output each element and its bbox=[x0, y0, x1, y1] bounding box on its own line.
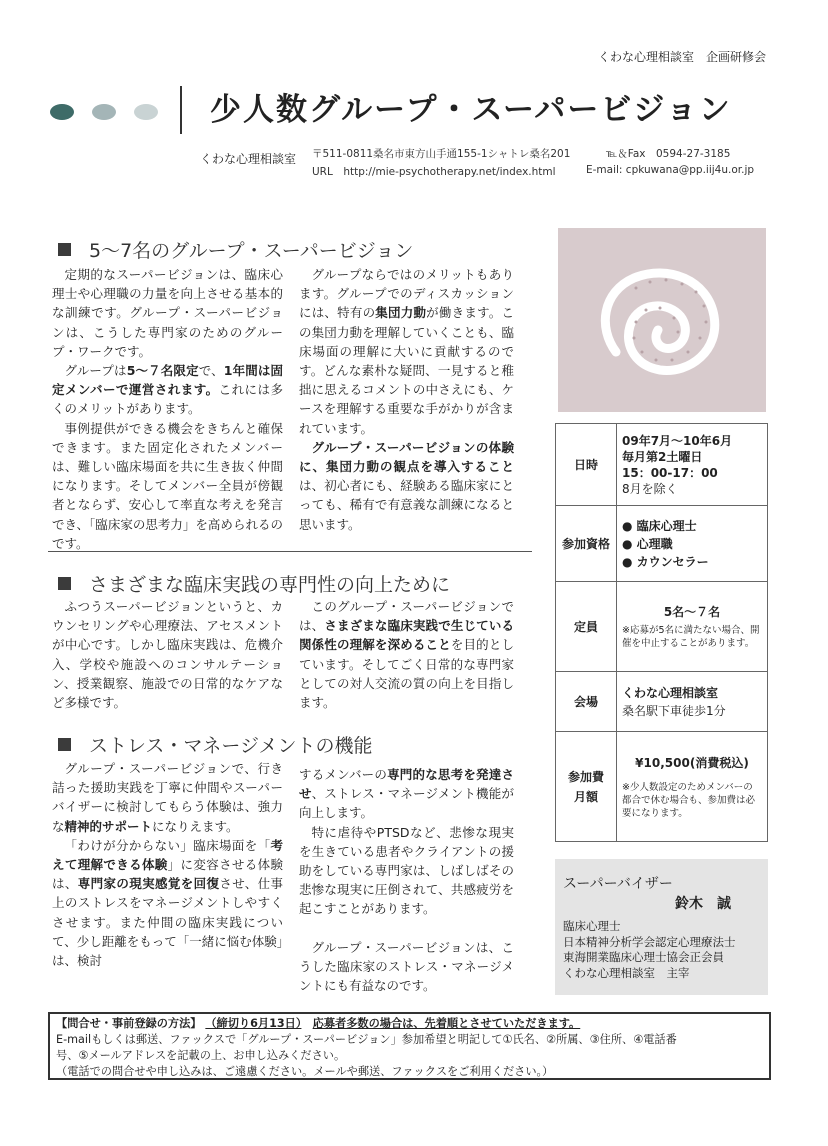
list-item: ● 心理職 bbox=[622, 536, 673, 551]
title-divider bbox=[180, 86, 182, 134]
heading-square-icon bbox=[58, 738, 71, 751]
section-divider bbox=[48, 551, 532, 552]
info-row-date: 日時 09年7月〜10年6月 毎月第2土曜日 15：00-17：00 8月を除く bbox=[556, 424, 768, 506]
event-info-table bbox=[555, 423, 768, 842]
info-row-venue: 会場 くわな心理相談室 桑名駅下車徒歩1分 bbox=[556, 672, 768, 732]
section2-right-column: このグループ・スーパービジョンでは、さまざまな臨床実践で生じている関係性の理解を深めることを目的としています。そしてごく日常的な専門家としての対人交流の質の向上を目指します。 bbox=[299, 599, 514, 711]
list-item: ● 臨床心理士 bbox=[622, 518, 697, 533]
shell-icon bbox=[558, 228, 766, 412]
supervisor-name: 鈴木 誠 bbox=[675, 896, 731, 912]
decorative-dot bbox=[50, 104, 74, 120]
decorative-dot bbox=[92, 104, 116, 120]
office-address: 〒511-0811桑名市東方山手通155-1シャトレ桑名201 bbox=[312, 148, 571, 160]
section1-right-column: グループならではのメリットもあります。グループでのディスカッションには、特有の集団力動が働きます。この集団力動を理解していくことも、臨床場面の理解に大いに貢献するのです。どんな素朴な疑問、一見すると稚拙に思えるコメントの中さえにも、ケースを理解する重要な手がかりが含まれています。 グループ・スーパービジョンの体験に、集団力動の観点を導入することは、初心者にも、経験ある臨床家にとっても、稀有で有意義な訓練になると思います。 bbox=[299, 267, 514, 532]
supervisor-panel: スーパーバイザー 鈴木 誠 臨床心理士 日本精神分析学会認定心理療法士 東海開業臨床心理士協会正会員 くわな心理相談室 主宰 bbox=[555, 859, 768, 995]
office-tel-fax: ℡＆Fax 0594-27-3185 bbox=[606, 148, 731, 160]
section3-right-column: するメンバーの専門的な思考を発達させ、ストレス・マネージメント機能が向上します。 特に虐待やPTSDなど、悲惨な現実を生きている患者やクライアントの援助をしている専門家は、しばしばその悲惨な現実に圧倒されて、共感疲労を起こすことがあります。 グループ・スーパービジョンは、こうした臨床家のストレス・マネージメントにも有益なのです。 bbox=[299, 767, 514, 994]
shell-illustration bbox=[558, 228, 766, 412]
page-title: 少人数グループ・スーパービジョン bbox=[210, 92, 732, 128]
decorative-dot bbox=[134, 104, 158, 120]
office-email[interactable]: E-mail: cpkuwana@pp.iij4u.or.jp bbox=[586, 164, 755, 176]
section3-heading: ストレス・マネージメントの機能 bbox=[58, 731, 372, 758]
info-row-qualification: 参加資格 ● 臨床心理士 ● 心理職 ● カウンセラー bbox=[556, 506, 768, 582]
office-url[interactable]: URL http://mie-psychotherapy.net/index.html bbox=[312, 166, 556, 178]
info-row-capacity: 定員 5名〜７名 ※応募が5名に満たない場合、開催を中止することがあります。 bbox=[556, 582, 768, 672]
heading-square-icon bbox=[58, 577, 71, 590]
section1-left-column: 定期的なスーパービジョンは、臨床心理士や心理職の力量を向上させる基本的な訓練です。グループ・スーパービジョンは、こうした専門家のためのグループ・ワークです。 グループは5〜７名限定で、1年間は固定メンバーで運営されます。これには多くのメリットがあります。 事例提供ができる機会をきちんと確保できます。また固定化されたメンバーは、難しい臨床場面を共に生き抜く仲間になります。そしてメンバー全員が傍観者とならず、安心して率直な考えを発言でき、「臨床家の思考力」を高められるのです。 bbox=[52, 267, 283, 551]
section3-left-column: グループ・スーパービジョンで、行き詰った援助実践を丁寧に仲間やスーパーバイザーに検討してもらう体験は、強力な精神的サポートになりえます。 「わけが分からない」臨床場面を「考えて理解できる体験」に変容させる体験は、専門家の現実感覚を回復させ、仕事上のストレスをマネージメントしやすくさせます。また仲間の臨床実践について、少し距離をもって「一緒に悩む体験」は、検討 bbox=[52, 761, 284, 969]
office-name: くわな心理相談室 bbox=[200, 152, 297, 166]
section2-left-column: ふつうスーパービジョンというと、カウンセリングや心理療法、アセスメントが中心です。しかし臨床実践は、危機介入、学校や施設へのコンサルテーション、授業観察、施設での日常的なケアなど多様です。 bbox=[52, 599, 283, 711]
list-item: ● カウンセラー bbox=[622, 554, 709, 569]
heading-square-icon bbox=[58, 243, 71, 256]
info-row-fee: 参加費 月額 ¥10,500(消費税込) ※少人数設定のためメンバーの都合で休む場合も、参加費は必要になります。 bbox=[556, 732, 768, 842]
section2-heading: さまざまな臨床実践の専門性の向上ために bbox=[58, 570, 450, 597]
contact-box: 【問合せ・事前登録の方法】 （締切り6月13日） 応募者多数の場合は、先着順とさせていただきます。 E-mailもしくは郵送、ファックスで「グループ・スーパービジョン」参加希望と明記して①氏名、②所属、③住所、④電話番 号、⑤メールアドレスを記載の上、お申し込みください。 （電話での問合せや申し込みは、ご遠慮ください。メールや郵送、ファックスをご利用ください。） bbox=[48, 1012, 771, 1080]
organizer-label: くわな心理相談室 企画研修会 bbox=[598, 50, 767, 64]
section1-heading: 5〜7名のグループ・スーパービジョン bbox=[58, 236, 413, 263]
